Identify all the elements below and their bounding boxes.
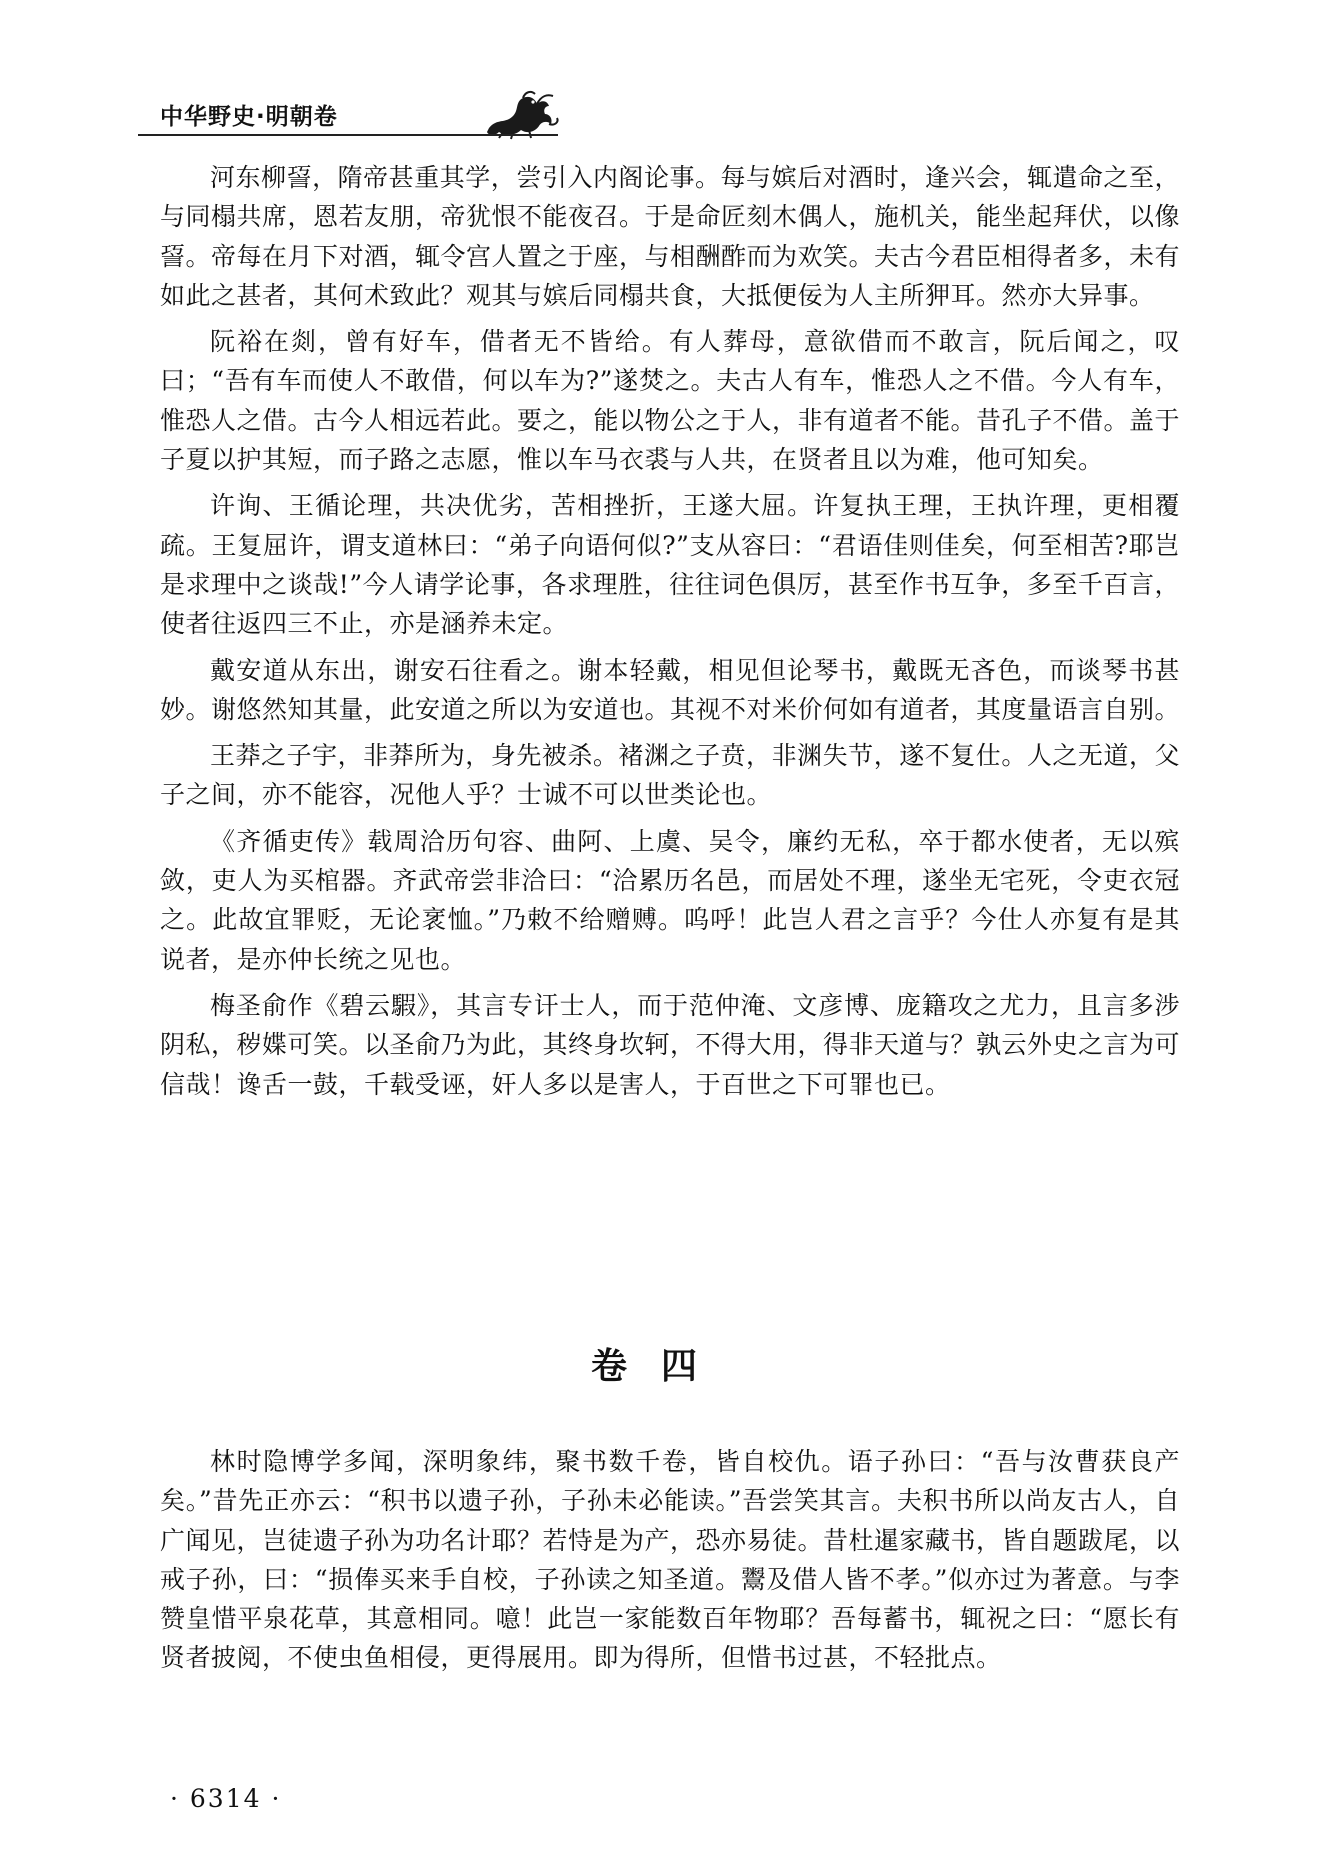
chapter-title: 卷四 (590, 1346, 731, 1387)
paragraph: 戴安道从东出，谢安石往看之。谢本轻戴，相见但论琴书，戴既无吝色，而谈琴书甚妙。谢悠然知其量，此安道之所以为安道也。其视不对米价何如有道者，其度量语言自别。 (160, 655, 1181, 724)
running-header (138, 88, 558, 148)
paragraph: 《齐循吏传》载周洽历句容、曲阿、上虞、吴令，廉约无私，卒于都水使者，无以殡敛，吏人为买棺器。齐武帝尝非洽曰：“洽累历名邑，而居处不理，遂坐无宅死，令吏衣冠之。此故宜罪贬，无论衺恤。”乃敕不给赠赙。呜呼！此岂人君之言乎？今仕人亦复有是其说者，是亦仲长统之见也。 (160, 826, 1180, 974)
paragraph: 阮裕在剡，曾有好车，借者无不皆给。有人葬母，意欲借而不敢言，阮后闻之，叹曰；“吾有车而使人不敢借，何以车为?”遂焚之。夫古人有车，惟恐人之不借。今人有车，惟恐人之借。古今人相远若此。要之，能以物公之于人，非有道者不能。昔孔子不借。盖于子夏以护其短，而子路之志愿，惟以车马衣裘与人共，在贤者且以为难，他可知矣。 (160, 327, 1181, 475)
main-text (160, 158, 1180, 1111)
paragraph: 许询、王循论理，共决优劣，苦相挫折，王遂大屈。许复执王理，王执许理，更相覆疏。王复屈许，谓支道林曰：“弟子向语何似?”支从容曰：“君语佳则佳矣，何至相苦?耶岂是求理中之谈哉!”今人请学论事，各求理胜，往往词色俱厉，甚至作书互争，多至千百言，使者往返四三不止，亦是涵养未定。 (160, 491, 1180, 639)
paragraph: 河东柳䛒，隋帝甚重其学，尝引入内阁论事。每与嫔后对酒时，逢兴会，辄遣命之至，与同榻共席，恩若友朋，帝犹恨不能夜召。于是命匠刻木偶人，施机关，能坐起拜伏，以像䛒。帝每在月下对酒，辄令宫人置之于座，与相酬酢而为欢笑。夫古今君臣相得者多，未有如此之甚者，其何术致此？观其与嫔后同榻共食，大抵便佞为人主所狎耳。然亦大异事。 (160, 163, 1181, 310)
chapter-text (160, 1442, 1180, 1685)
paragraph: 梅圣俞作《碧云騢》，其言专讦士人，而于范仲淹、文彦博、庞籍攻之尤力，且言多涉阴私，秽媟可笑。以圣俞乃为此，其终身坎轲，不得大用，得非天道与？孰云外史之言为可信哉！谗舌一鼓，千载受诬，奸人多以是害人，于百世之下可罪也已。 (160, 990, 1181, 1099)
paragraph: 林时隐博学多闻，深明象纬，聚书数千卷，皆自校仇。语子孙曰：“吾与汝曹获良产矣。”昔先正亦云：“积书以遗子孙，子孙未必能读。”吾尝笑其言。夫积书所以尚友古人，自广闻见，岂徒遗子孙为功名计耶？若恃是为产，恐亦易徒。昔杜暹家藏书，皆自题跋尾，以戒子孙，曰：“损俸买来手自校，子孙读之知圣道。鬻及借人皆不孝。”似亦过为著意。与李赞皇惜平泉花草，其意相同。噫！此岂一家能数百年物耶？吾每蓄书，辄祝之曰：“愿长有贤者披阅，不使虫鱼相侵，更得展用。即为得所，但惜书过甚，不轻批点。 (160, 1447, 1181, 1673)
page-number: · 6314 · (170, 1784, 282, 1813)
header-rule (138, 134, 558, 136)
paragraph: 王莽之子宇，非莽所为，身先被杀。褚渊之子贲，非渊失节，遂不复仕。人之无道，父子之间，亦不能容，况他人乎？士诚不可以世类论也。 (160, 741, 1180, 810)
book-title: 中华野史·明朝卷 (160, 104, 338, 130)
dragon-icon (483, 88, 561, 140)
